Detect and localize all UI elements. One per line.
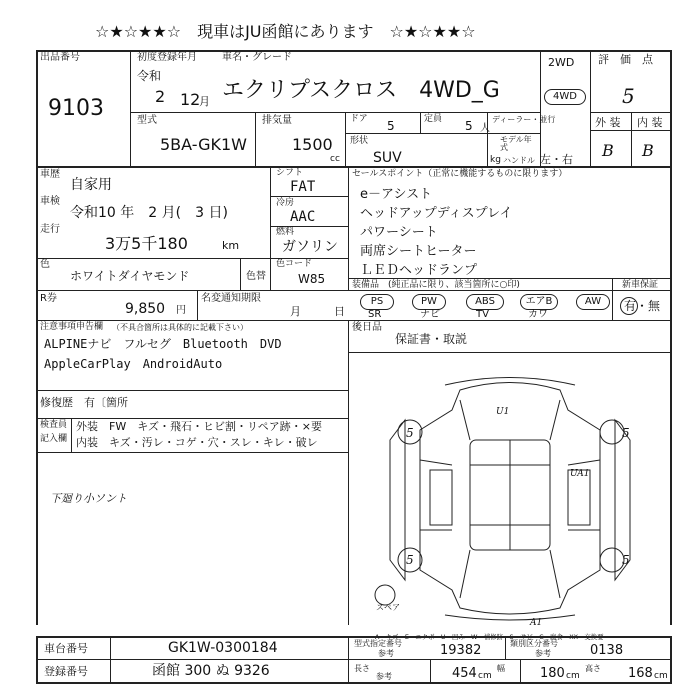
height-value: 168 <box>628 666 653 681</box>
equip-pw: PW <box>412 294 446 310</box>
inspection-row-1: 外装 FW キズ・飛石・ヒビ割・リペア跡・×要 <box>76 420 322 433</box>
inspector-label-2: 記入欄 <box>40 434 68 444</box>
int-grade: B <box>642 141 654 160</box>
class-no-label: 類別区分番号 <box>510 639 558 648</box>
reg-era: 令和 <box>137 69 162 83</box>
new-car-warranty-label: 新車保証 <box>622 280 659 290</box>
mark-right-side: UA1 <box>570 469 590 479</box>
inspection-row-2: 内装 キズ・汚レ・コゲ・穴・スレ・キレ・破レ <box>76 436 318 449</box>
ext-grade: B <box>602 141 614 160</box>
seat-label: 定員 <box>424 114 443 124</box>
color-value: ホワイトダイヤモンド <box>70 269 190 283</box>
disp-label: 排気量 <box>262 115 292 126</box>
drive-2wd: 2WD <box>548 56 575 69</box>
handle-value: 左・右 <box>540 153 573 166</box>
name-change-label: 名変通知期限 <box>201 293 261 304</box>
drive-4wd: 4WD <box>544 89 586 105</box>
seat-unit: 人 <box>480 123 490 134</box>
disp-unit: cc <box>330 154 340 164</box>
class-no-ref: 参考 <box>535 649 551 658</box>
after-items-value: 保証書・取説 <box>395 332 468 346</box>
reg-year: 2 <box>155 87 166 106</box>
chassis-label: 車台番号 <box>44 642 88 655</box>
use-label: 車歴 <box>40 169 60 180</box>
equip-abs: ABS <box>466 294 504 310</box>
registration-label: 登録番号 <box>44 665 88 678</box>
mark-rear-right: 5 <box>622 553 630 567</box>
recycle-value: 9,850 <box>125 301 166 317</box>
width-unit: cm <box>566 671 580 681</box>
sales-point-5: ＬＥＤヘッドランプ <box>360 263 478 278</box>
shift-value: FAT <box>290 179 316 195</box>
equipment-label: 装備品 (純正品に限り、該当箇所に○印) <box>352 280 520 290</box>
sales-point-4: 両席シートヒーター <box>360 244 477 259</box>
weight-unit: kg <box>490 155 501 165</box>
notes-line-1: ALPINEナビ フルセグ Bluetooth DVD <box>44 337 282 351</box>
seat-value: 5 <box>465 119 473 133</box>
height-unit: cm <box>654 671 668 681</box>
door-label: ドア <box>350 114 368 124</box>
fuel-label: 燃料 <box>276 227 295 237</box>
dealer-label: ディーラー・並行 <box>492 115 556 124</box>
mark-rear-left: 5 <box>406 553 414 567</box>
equip-tv: TV <box>476 309 489 320</box>
ext-label: 外 装 <box>595 116 621 129</box>
model-value: 5BA-GK1W <box>160 135 247 154</box>
disp-value: 1500 <box>292 135 333 154</box>
equip-navi: ナビ <box>420 309 440 320</box>
name-change-value: 月 日 <box>290 305 345 318</box>
warranty-circle <box>620 297 638 315</box>
recycle-unit: 円 <box>176 305 186 316</box>
class-no-value: 0138 <box>590 643 624 658</box>
sales-point-1: e－アシスト <box>360 187 433 202</box>
width-value: 180 <box>540 666 565 681</box>
reg-month: 12 <box>180 90 201 109</box>
recycle-label: R券 <box>40 293 57 304</box>
mileage-label: 走行 <box>40 224 60 235</box>
lot-label: 出品番号 <box>40 52 80 63</box>
shift-label: シフト <box>276 168 304 178</box>
color-label: 色 <box>40 259 50 270</box>
inspector-label-1: 検査員 <box>40 420 68 430</box>
lot-number: 9103 <box>48 96 104 121</box>
int-label: 内 装 <box>637 116 663 129</box>
door-value: 5 <box>387 119 395 133</box>
mark-rear-bumper: A1 <box>530 618 543 628</box>
width-label: 幅 <box>497 664 505 673</box>
length-label: 長さ <box>354 664 370 673</box>
score-label: 評 価 点 <box>598 53 653 66</box>
notes-label: 注意事項申告欄 <box>40 322 104 332</box>
equip-sr: SR <box>368 309 382 320</box>
inspect-label: 車検 <box>40 196 60 207</box>
color-code-label: 色コード <box>276 259 313 269</box>
length-value: 454 <box>452 666 477 681</box>
type-no-value: 19382 <box>440 643 482 658</box>
handle-label: ハンドル <box>503 156 535 165</box>
model-year-label: モデル年式 <box>500 135 532 152</box>
mark-hood: U1 <box>496 407 510 417</box>
use-value: 自家用 <box>70 177 112 193</box>
type-no-label: 型式指定番号 <box>354 639 402 648</box>
car-name: エクリプスクロス 4WD_G <box>222 78 500 103</box>
sales-points-label: セールスポイント（正常に機能するものに限ります） <box>352 169 568 179</box>
name-label: 車名・グレード <box>222 52 292 63</box>
length-unit: cm <box>478 671 492 681</box>
spare-label: スペア <box>376 603 400 612</box>
equip-airbag: エアB <box>520 294 558 310</box>
model-label: 型式 <box>137 115 157 126</box>
equip-ps: PS <box>360 294 394 310</box>
shape-value: SUV <box>373 150 402 166</box>
reg-label: 初度登録年月 <box>137 52 197 63</box>
equip-leather: カワ <box>528 309 548 320</box>
after-items-label: 後日品 <box>352 322 382 333</box>
shape-label: 形状 <box>350 136 369 146</box>
color-code: W85 <box>298 272 326 286</box>
fuel-value: ガソリン <box>282 239 338 255</box>
reg-month-unit: 月 <box>199 95 210 108</box>
new-car-warranty-value: 有・無 <box>624 299 661 313</box>
repair-history: 修復歴 有〔箇所 <box>40 396 128 409</box>
registration-number: 函館 300 ぬ 9326 <box>152 663 270 679</box>
banner-text: ☆★☆★★☆ 現車はJU函館にあります ☆★☆★★☆ <box>95 22 476 41</box>
length-ref: 参考 <box>376 672 392 681</box>
sales-point-3: パワーシート <box>360 225 438 240</box>
type-no-ref: 参考 <box>378 649 394 658</box>
color-change-label: 色替 <box>246 271 266 282</box>
mileage-unit: km <box>222 239 240 252</box>
score-value: 5 <box>622 84 635 108</box>
chassis-number: GK1W-0300184 <box>168 640 278 656</box>
mark-front-right: 5 <box>622 426 630 440</box>
ac-label: 冷房 <box>276 198 295 208</box>
mileage-value: 3万5千180 <box>105 234 188 253</box>
equip-aw: AW <box>576 294 610 310</box>
mark-front-left: 5 <box>406 426 414 440</box>
height-label: 高さ <box>585 664 601 673</box>
handwritten-note: 下廻り小ソント <box>50 492 127 505</box>
sales-point-2: ヘッドアップディスプレイ <box>360 206 513 221</box>
notes-sublabel: （不具合箇所は具体的に記載下さい） <box>112 323 248 332</box>
notes-line-2: AppleCarPlay AndroidAuto <box>44 357 223 371</box>
inspect-value: 令和10 年 2 月( 3 日) <box>70 205 228 221</box>
ac-value: AAC <box>290 209 316 225</box>
